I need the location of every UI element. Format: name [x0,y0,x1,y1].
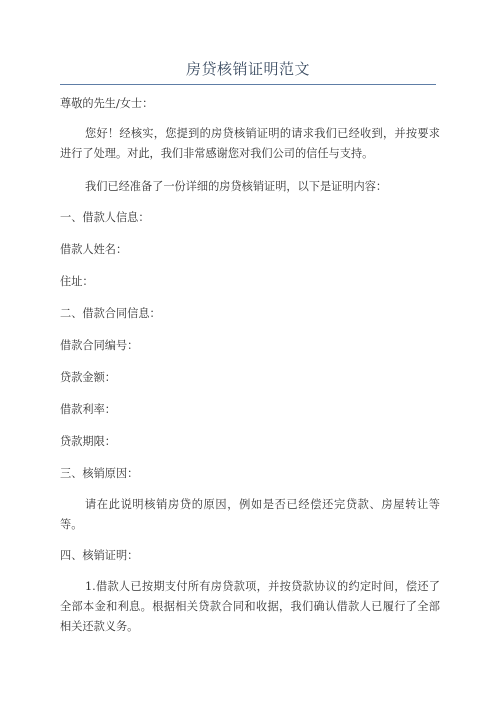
title-divider [60,84,436,85]
proof-item-1: 1.借款人已按期支付所有房贷款项，并按贷款协议的约定时间，偿还了全部本金和利息。根据相关贷款合同和收据，我们确认借款人已履行了全部相关还款义务。 [60,580,440,633]
salutation: 尊敬的先生/女士： [60,97,154,110]
contract-number-label: 借款合同编号： [60,339,139,352]
section-heading-contract: 二、借款合同信息： [60,307,161,320]
loan-amount-label: 贷款金额： [60,371,116,384]
prepared-paragraph: 我们已经准备了一份详细的房贷核销证明，以下是证明内容： [85,180,388,193]
reason-paragraph: 请在此说明核销房贷的原因，例如是否已经偿还完贷款、房屋转让等等。 [60,498,440,531]
section-heading-reason: 三、核销原因： [60,467,139,480]
section-heading-proof: 四、核销证明： [60,549,139,562]
section-heading-borrower: 一、借款人信息： [60,211,150,224]
document-title: 房贷核销证明范文 [185,60,310,78]
loan-term-label: 贷款期限： [60,435,116,448]
intro-paragraph: 您好！经核实，您提到的房贷核销证明的请求我们已经收到，并按要求进行了处理。对此，我们非常感谢您对我们公司的信任与支持。 [60,127,440,160]
address-label: 住址： [60,275,94,288]
borrower-name-label: 借款人姓名： [60,243,128,256]
interest-rate-label: 借款利率： [60,403,116,416]
